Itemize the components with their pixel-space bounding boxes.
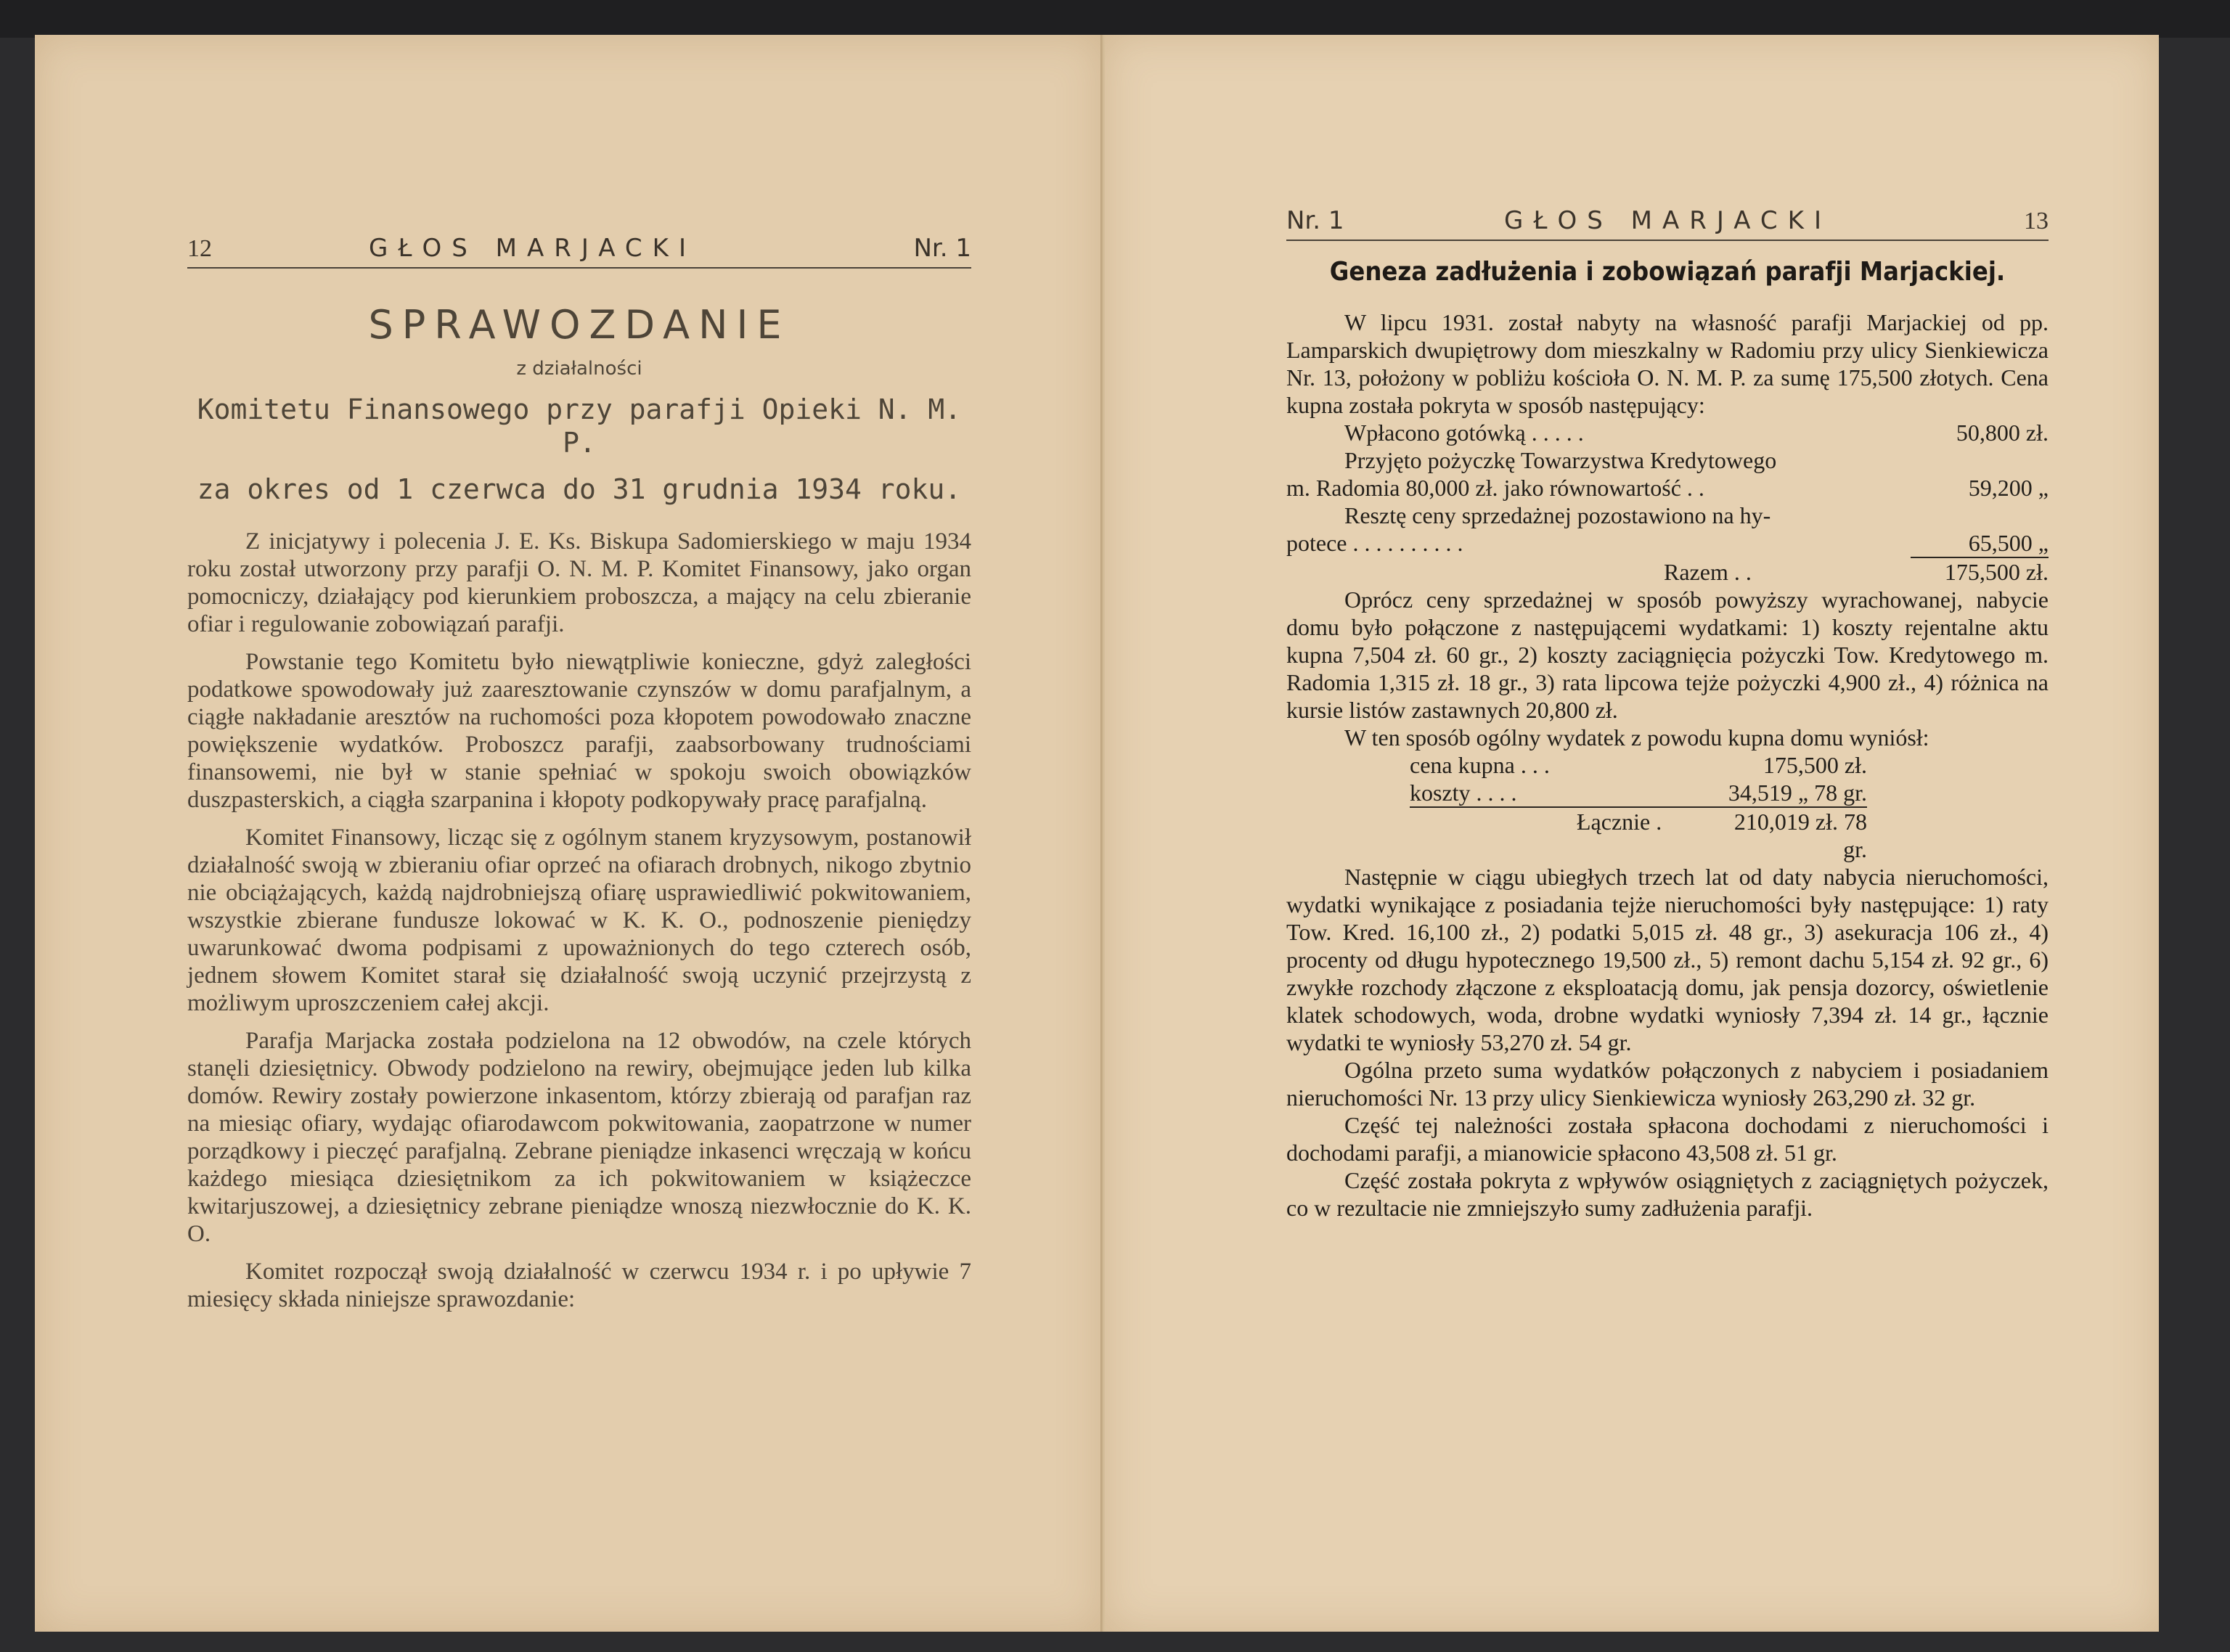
ledger-label: potece . . . . . . . . . . bbox=[1286, 530, 1463, 556]
right-body-text bbox=[1286, 308, 2049, 1222]
right-page bbox=[1105, 35, 2159, 1632]
ledger-label: Resztę ceny sprzedażnej pozostawiono na hy- bbox=[1344, 502, 1771, 528]
right-paragraph: Następnie w ciągu ubiegłych trzech lat od daty nabycia nieruchomości, wydatki wynikające z posiadania tejże nieruchomości były następujące: 1) raty Tow. Kred. 16,100 zł., 2) podatki 5,015 zł. 48 gr., 3) asekuracja 106 zł., 4) procenty od długu hypotecznego 19,500 zł., 5) remont dachu 5,154 zł. 92 gr., 6) zwykłe rozchody złączone z eksploatacją domu, jak pensja dozorcy, oświetlenie klatek schodowych, woda, drobne wydatki wyniosły 7,394 zł. 14 gr., łącznie wydatki te wyniosły 53,270 zł. 54 gr. bbox=[1286, 864, 2049, 1055]
ledger-total-amount: 175,500 zł. bbox=[1944, 559, 2049, 585]
costs-total-label: Łącznie . bbox=[1577, 809, 1662, 835]
costs-amount: 34,519 „ 78 gr. bbox=[1728, 780, 1867, 806]
left-paragraph: Komitet Finansowy, licząc się z ogólnym stanem kryzysowym, postanowił działalność swoją w zbieraniu ofiar oprzeć na ofiarach drobnych, nikogo zbytnio nie obciążających, każdą najdrobniejszą ofiarę usprawiedliwić pokwitowaniem, wszystkie zbierane fundusze lokować w K. K. O., podnoszenie pieniędzy uwarunkować dwoma podpisami z upoważnionych do tego czterech osób, jednem słowem Komitet starał się działalność swoją uczynić przejrzystą z możliwym uproszczeniem całej akcji. bbox=[187, 825, 971, 1016]
right-issue-number: Nr. 1 bbox=[1286, 206, 1344, 235]
right-running-head bbox=[1286, 196, 2049, 241]
left-running-title: GŁOS MARJACKI bbox=[369, 234, 696, 263]
ledger-row bbox=[1286, 529, 2049, 558]
left-paragraph: Komitet rozpoczął swoją działalność w czerwcu 1934 r. i po upływie 7 miesięcy składa niniejsze sprawozdanie: bbox=[187, 1259, 971, 1312]
left-body-text bbox=[187, 528, 971, 1313]
left-issue-number: Nr. 1 bbox=[913, 234, 971, 263]
costs-label: koszty . . . . bbox=[1410, 780, 1517, 806]
right-running-title: GŁOS MARJACKI bbox=[1504, 206, 1831, 235]
purchase-ledger bbox=[1286, 419, 2049, 586]
right-paragraph: Ogólna przeto suma wydatków połączonych z nabyciem i posiadaniem nieruchomości Nr. 13 przy ulicy Sienkiewicza wyniosły 263,290 zł. 32 gr. bbox=[1286, 1057, 2049, 1111]
ledger-label: Przyjęto pożyczkę Towarzystwa Kredytowego bbox=[1344, 447, 1777, 473]
costs-table bbox=[1410, 751, 1867, 863]
ledger-row bbox=[1286, 419, 2049, 446]
ledger-amount: 59,200 „ bbox=[1968, 475, 2049, 501]
report-subtitle-3: za okres od 1 czerwca do 31 grudnia 1934 roku. bbox=[197, 473, 962, 505]
section-heading: Geneza zadłużenia i zobowiązań parafji Marjackiej. bbox=[1329, 257, 2006, 287]
right-paragraph: W lipcu 1931. został nabyty na własność parafji Marjackiej od pp. Lamparskich dwupiętrowy dom mieszkalny w Radomiu przy ulicy Sienkiewicza Nr. 13, położony w pobliżu kościoła O. N. M. P. za sumę 175,500 złotych. Cena kupna została pokryta w sposób następujący: bbox=[1286, 309, 2049, 418]
right-paragraph: W ten sposób ogólny wydatek z powodu kupna domu wyniósł: bbox=[1344, 724, 1929, 751]
left-paragraph: Z inicjatywy i polecenia J. E. Ks. Biskupa Sadomierskiego w maju 1934 roku został utworzony przy parafji O. N. M. P. Komitet Finansowy, jako organ pomocniczy, działający pod kierunkiem proboszcza, a mający na celu zbieranie ofiar i regulowanie zobowiązań parafji. bbox=[187, 528, 971, 637]
right-paragraph: Część tej należności została spłacona dochodami z nieruchomości i dochodami parafji, a mianowicie spłacono 43,508 zł. 51 gr. bbox=[1286, 1112, 2049, 1166]
scanner-background-top bbox=[0, 0, 2230, 38]
costs-total-amount: 210,019 zł. 78 gr. bbox=[1733, 809, 1867, 862]
ledger-label: m. Radomia 80,000 zł. jako równowartość . . bbox=[1286, 475, 1704, 501]
left-running-head bbox=[187, 224, 971, 269]
costs-total-row bbox=[1410, 808, 1867, 863]
ledger-total-row bbox=[1286, 558, 2049, 586]
right-paragraph: Oprócz ceny sprzedażnej w sposób powyższy wyrachowanej, nabycie domu było połączone z następującemi wydatkami: 1) koszty rejentalne aktu kupna 7,504 zł. 60 gr., 2) koszty zaciągnięcia pożyczki Tow. Kredytowego m. Radomia 1,315 zł. 18 gr., 3) rata lipcowa tejże pożyczki 4,900 zł., 4) różnica na kursie listów zastawnych 20,800 zł. bbox=[1286, 586, 2049, 723]
costs-label: cena kupna . . . bbox=[1410, 752, 1550, 778]
ledger-total-label: Razem . . bbox=[1664, 559, 1752, 585]
left-page-column bbox=[187, 224, 971, 1313]
costs-row bbox=[1410, 751, 1867, 779]
right-page-column bbox=[1286, 196, 2049, 1222]
left-paragraph: Parafja Marjacka została podzielona na 12 obwodów, na czele których stanęli dziesiętnicy. Obwody podzielono na rewiry, obejmujące jeden lub kilka domów. Rewiry zostały powierzone inkasentom, którzy zbierają od parafjan raz na miesiąc ofiary, wydając ofiarodawcom pokwitowania, zaopatrzone w numer porządkowy i pieczęć parafjalną. Zebrane pieniądze inkasenci wręczają w końcu każdego miesiąca dziesiętnikom za ich pokwitowaniem w książeczce kwitarjuszowej, a dziesiętnicy zebrane pieniądze wnoszą niezwłocznie do K. K. O. bbox=[187, 1028, 971, 1247]
ledger-label: Wpłacono gotówką . . . . . bbox=[1344, 420, 1584, 446]
report-subtitle-2: Komitetu Finansowego przy parafji Opieki N. M. P. bbox=[197, 393, 962, 459]
ledger-amount: 65,500 „ bbox=[1911, 529, 2049, 558]
report-title: SPRAWOZDANIE bbox=[368, 302, 791, 348]
costs-amount: 175,500 zł. bbox=[1763, 752, 1867, 778]
ledger-row bbox=[1286, 474, 2049, 502]
left-page bbox=[35, 35, 1102, 1632]
left-page-number: 12 bbox=[187, 235, 212, 262]
report-subtitle-1: z działalności bbox=[516, 358, 642, 380]
left-paragraph: Powstanie tego Komitetu było niewątpliwie konieczne, gdyż zaległości podatkowe spowodowały już zaaresztowanie czynszów w domu parafjalnym, a ciągłe nakładanie aresztów na ruchomości poza kłopotem powodowało znaczne powiększenie wydatków. Proboszcz parafji, zaabsorbowany trudnościami finansowemi, nie był w stanie spełniać w spokoju swoich obowiązków duszpasterskich, a ciągła szarpanina i kłopoty podkopywały pracę parafjalną. bbox=[187, 649, 971, 813]
right-paragraph: Część została pokryta z wpływów osiągniętych z zaciągniętych pożyczek, co w rezultacie nie zmniejszyło sumy zadłużenia parafji. bbox=[1286, 1167, 2049, 1221]
right-page-number: 13 bbox=[2024, 208, 2049, 234]
ledger-amount: 50,800 zł. bbox=[1956, 420, 2049, 446]
costs-row bbox=[1410, 779, 1867, 808]
